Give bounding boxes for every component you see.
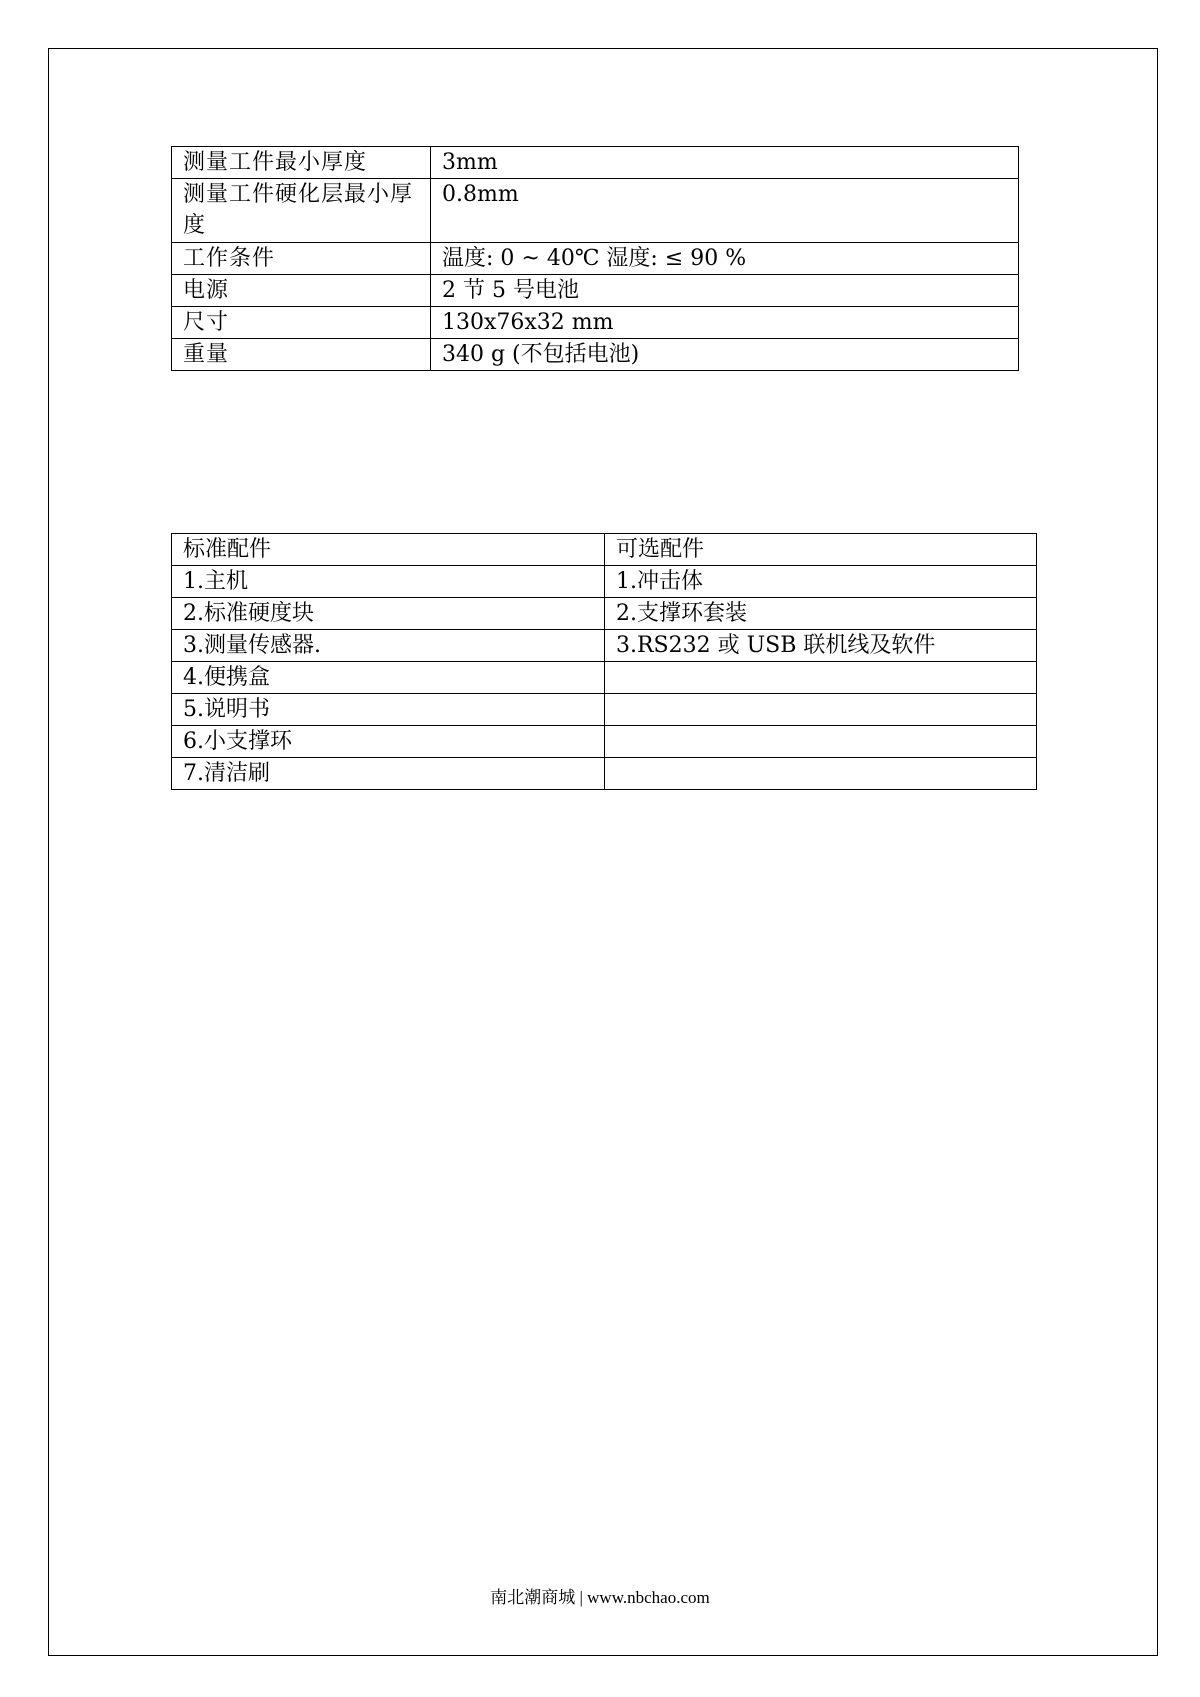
table-row <box>172 726 1037 758</box>
table-row <box>172 662 1037 694</box>
standard-accessory: 3.测量传感器. <box>172 630 605 662</box>
table-row <box>172 307 1019 339</box>
standard-accessory: 5.说明书 <box>172 694 605 726</box>
table-row <box>172 275 1019 307</box>
accessories-table <box>171 533 1037 790</box>
spec-label: 尺寸 <box>172 307 431 339</box>
spec-table <box>171 146 1019 371</box>
spec-value: 340 g (不包括电池) <box>431 339 1019 371</box>
table-row <box>172 179 1019 243</box>
spec-value: 温度: 0 ~ 40℃ 湿度: ≤ 90 % <box>431 243 1019 275</box>
optional-accessory: 2.支撑环套装 <box>605 598 1037 630</box>
spec-value: 0.8mm <box>431 179 1019 243</box>
standard-accessory: 7.清洁刷 <box>172 758 605 790</box>
optional-accessory <box>605 758 1037 790</box>
spec-value: 130x76x32 mm <box>431 307 1019 339</box>
table-row <box>172 566 1037 598</box>
table-row <box>172 758 1037 790</box>
spec-label: 工作条件 <box>172 243 431 275</box>
optional-accessory <box>605 694 1037 726</box>
optional-accessory <box>605 662 1037 694</box>
table-row <box>172 598 1037 630</box>
optional-accessory: 1.冲击体 <box>605 566 1037 598</box>
standard-accessory: 2.标准硬度块 <box>172 598 605 630</box>
footer-text: 南北潮商城 | www.nbchao.com <box>490 1588 710 1607</box>
optional-accessories-header: 可选配件 <box>605 534 1037 566</box>
standard-accessory: 1.主机 <box>172 566 605 598</box>
standard-accessories-header: 标准配件 <box>172 534 605 566</box>
optional-accessory <box>605 726 1037 758</box>
standard-accessory: 6.小支撑环 <box>172 726 605 758</box>
spec-value: 2 节 5 号电池 <box>431 275 1019 307</box>
spec-label: 测量工件硬化层最小厚度 <box>172 179 431 243</box>
spec-label: 重量 <box>172 339 431 371</box>
spec-value: 3mm <box>431 147 1019 179</box>
spec-label: 电源 <box>172 275 431 307</box>
table-row <box>172 694 1037 726</box>
table-row <box>172 147 1019 179</box>
table-row <box>172 630 1037 662</box>
standard-accessory: 4.便携盒 <box>172 662 605 694</box>
optional-accessory: 3.RS232 或 USB 联机线及软件 <box>605 630 1037 662</box>
table-row <box>172 339 1019 371</box>
table-header-row <box>172 534 1037 566</box>
table-row <box>172 243 1019 275</box>
spec-label: 测量工件最小厚度 <box>172 147 431 179</box>
